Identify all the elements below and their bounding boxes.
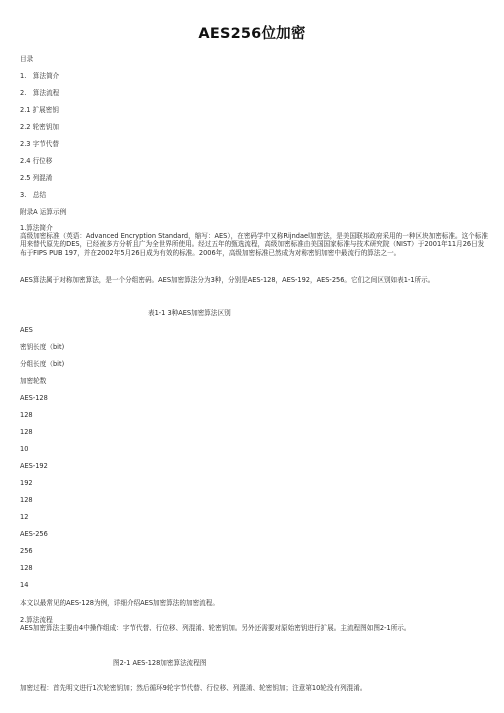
toc-item[interactable]: 2.4 行位移 (20, 157, 53, 165)
section2-heading: 2.算法流程 (20, 616, 53, 624)
table-cell: 128 (20, 496, 33, 504)
table-cell: 密钥长度（bit) (20, 343, 65, 351)
section1-paragraph: 本文以最常见的AES-128为例，详细介绍AES加密算法的加密流程。 (20, 599, 219, 607)
table-cell: AES-128 (20, 394, 48, 402)
toc-item[interactable]: 2.1 扩展密钥 (20, 106, 59, 114)
toc-item[interactable]: 2.5 列混淆 (20, 174, 53, 182)
toc-item[interactable]: 2.3 字节代替 (20, 140, 59, 148)
table-cell: 192 (20, 479, 33, 487)
table-caption: 表1-1 3种AES加密算法区别 (148, 309, 231, 317)
toc-item[interactable]: 附录A 运算示例 (20, 208, 67, 216)
table-cell: 14 (20, 581, 29, 589)
table-cell: 128 (20, 428, 33, 436)
table-cell: 256 (20, 547, 33, 555)
table-cell: AES-192 (20, 462, 48, 470)
toc-heading: 目录 (20, 55, 34, 63)
toc-item[interactable]: 3. 总结 (20, 191, 47, 199)
document-title: AES256位加密 (198, 26, 306, 42)
table-cell: 10 (20, 445, 29, 453)
section1-paragraph: 高级加密标准（英语：Advanced Encryption Standard，缩写：AES），在密码学中又称Rijndael加密法，是美国联邦政府采用的一种区块加密标准。这个标准用来替代原先的DES，已经被多方分析且广为全世界所使用。经过五年的甄选流程，高级加密标准由美国国家标准与技术研究院（NIST）于2001年11月26日发布于FIPS PUB 197，并在2002年5月26日成为有效的标准。2006年，高级加密标准已然成为对称密钥加密中最流行的算法之一。 (20, 232, 488, 257)
table-cell: 加密轮数 (20, 377, 47, 385)
section1-paragraph: AES算法属于对称加密算法，是一个分组密码。AES加密算法分为3种，分别是AES-128，AES-192，AES-256。它们之间区别如表1-1所示。 (20, 276, 435, 284)
table-cell: 分组长度（bit) (20, 360, 65, 368)
table-cell: 12 (20, 513, 29, 521)
toc-item[interactable]: 2.2 轮密钥加 (20, 123, 59, 131)
table-cell: AES-256 (20, 530, 48, 538)
table-cell: 128 (20, 564, 33, 572)
table-cell: AES (20, 326, 33, 334)
section2-paragraph: 加密过程：首先明文进行1次轮密钥加；然后循环9轮字节代替、行位移、列混淆、轮密钥加；注意第10轮没有列混淆。 (20, 684, 367, 692)
table-cell: 128 (20, 411, 33, 419)
toc-item[interactable]: 2. 算法流程 (20, 89, 60, 97)
section2-paragraph: AES加密算法主要由4中操作组成：字节代替、行位移、列混淆、轮密钥加。另外还需要对原始密钥进行扩展。主流程图如图2-1所示。 (20, 624, 411, 632)
section1-heading: 1.算法简介 (20, 224, 53, 232)
toc-item[interactable]: 1. 算法简介 (20, 72, 60, 80)
figure-caption: 图2-1 AES-128加密算法流程图 (113, 659, 207, 667)
